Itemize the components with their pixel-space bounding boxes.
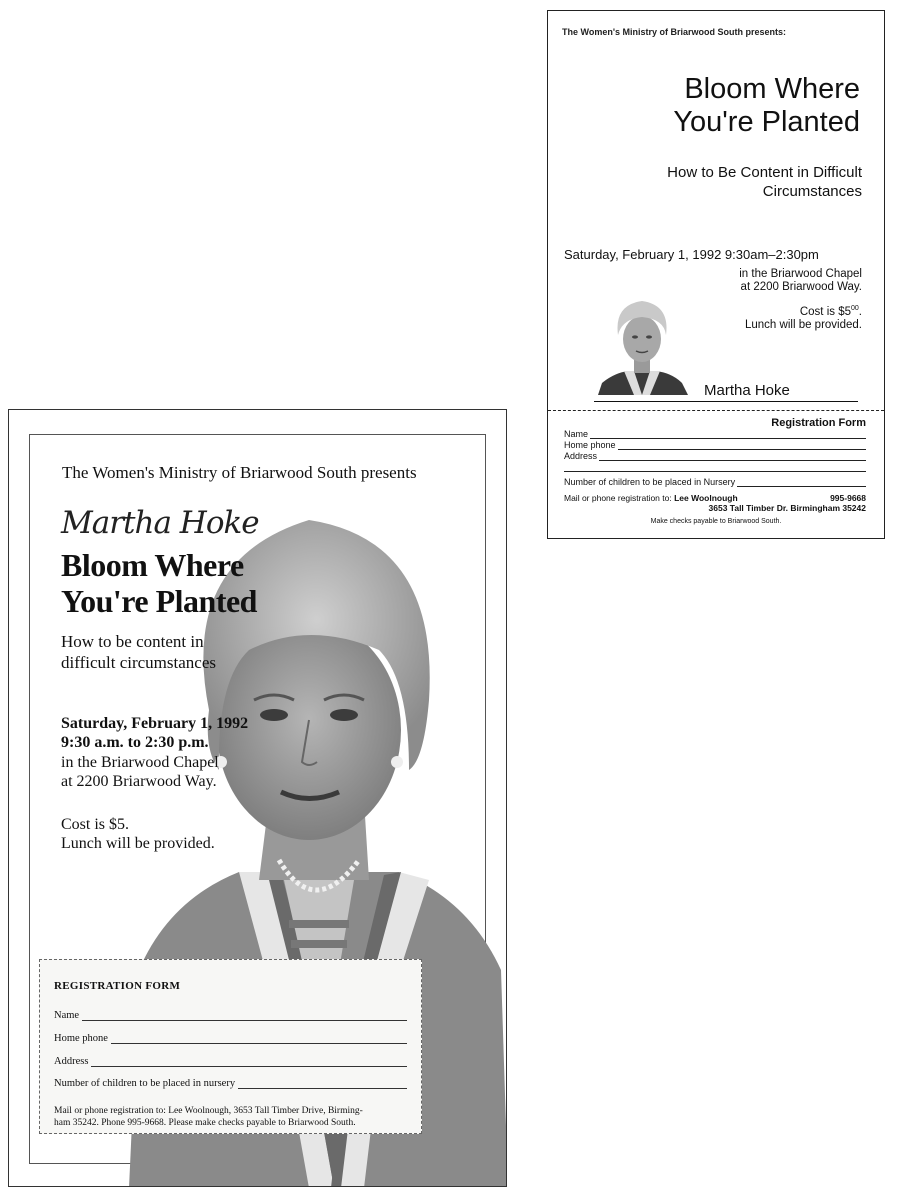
large-cost: Cost is $5. <box>61 816 130 833</box>
small-cost: Cost is $\$5^{00}$. <box>799 305 862 318</box>
small-nursery-field[interactable] <box>564 477 866 487</box>
large-subtitle-line1: How to be content in <box>61 632 204 651</box>
large-name-label: Name <box>54 1010 80 1021</box>
small-speaker-name: Martha Hoke <box>704 382 790 399</box>
small-address-field[interactable] <box>564 451 866 461</box>
large-subtitle <box>61 631 216 673</box>
small-contact-name: Lee Woolnough <box>674 493 738 503</box>
large-title-line1: Bloom Where <box>61 547 244 583</box>
small-subtitle-line2: Circumstances <box>762 183 862 200</box>
small-mail-label: Mail or phone registration to: <box>564 493 672 503</box>
large-address-label: Address <box>54 1056 89 1067</box>
small-location-line2: at 2200 Briarwood Way. <box>740 281 862 293</box>
large-location-line2: at 2200 Briarwood Way. <box>61 773 217 790</box>
small-contact-phone: 995-9668 <box>830 493 866 503</box>
small-flyer <box>547 10 885 539</box>
large-home-phone-field[interactable] <box>54 1033 407 1044</box>
large-home-phone-label: Home phone <box>54 1033 108 1044</box>
large-date-line2: 9:30 a.m. to 2:30 p.m. <box>61 734 209 751</box>
large-location <box>61 753 219 791</box>
small-home-phone-label: Home phone <box>564 440 616 450</box>
large-title-line2: You're Planted <box>61 583 257 619</box>
large-location-line1: in the Briarwood Chapel <box>61 754 219 771</box>
large-registration-form-title: REGISTRATION FORM <box>54 980 181 992</box>
small-presents-line: The Women's Ministry of Briarwood South presents: <box>562 27 786 37</box>
small-location-line1: in the Briarwood Chapel <box>739 268 862 280</box>
small-subtitle-line1: How to Be Content in Difficult <box>667 164 862 181</box>
small-address-line2[interactable] <box>564 463 866 472</box>
speaker-underline <box>594 401 858 402</box>
large-title <box>61 547 257 619</box>
large-nursery-label: Number of children to be placed in nursery <box>54 1078 236 1089</box>
large-lunch: Lunch will be provided. <box>61 835 215 852</box>
large-name-field[interactable] <box>54 1010 407 1021</box>
large-mail-info <box>54 1105 407 1129</box>
small-name-field[interactable] <box>564 429 866 439</box>
large-address-field[interactable] <box>54 1056 407 1067</box>
small-subtitle <box>602 163 862 201</box>
large-speaker-name: Martha Hoke <box>61 505 259 541</box>
large-presents-line: The Women's Ministry of Briarwood South presents <box>62 463 417 482</box>
small-address-label: Address <box>564 451 598 461</box>
speaker-portrait-small <box>594 291 690 395</box>
small-title-line1: Bloom Where <box>684 73 860 105</box>
large-subtitle-line2: difficult circumstances <box>61 653 216 672</box>
small-mail-info <box>564 493 866 513</box>
small-lunch: Lunch will be provided. <box>745 318 862 331</box>
large-nursery-field[interactable] <box>54 1078 407 1089</box>
small-nursery-label: Number of children to be placed in Nursery <box>564 477 736 487</box>
large-cost-lunch <box>61 815 215 853</box>
large-flyer <box>8 409 507 1187</box>
small-name-label: Name <box>564 429 589 439</box>
small-registration-form-title: Registration Form <box>771 417 866 429</box>
small-home-phone-field[interactable] <box>564 440 866 450</box>
large-mail-line1: Mail or phone registration to: Lee Woolnough, 3653 Tall Timber Drive, Birming- <box>54 1106 363 1116</box>
large-mail-line2: ham 35242. Phone 995-9668. Please make checks payable to Briarwood South. <box>54 1118 356 1128</box>
small-title-line2: You're Planted <box>673 106 860 138</box>
small-title <box>673 73 860 139</box>
large-registration-form <box>39 959 422 1134</box>
small-contact-address: 3653 Tall Timber Dr. Birmingham 35242 <box>708 503 866 513</box>
small-checks-note: Make checks payable to Briarwood South. <box>650 518 782 525</box>
cut-line <box>548 410 884 411</box>
large-date-line1: Saturday, February 1, 1992 <box>61 715 249 732</box>
small-date-time: Saturday, February 1, 1992 9:30am–2:30pm <box>564 247 819 262</box>
large-date <box>61 714 248 752</box>
